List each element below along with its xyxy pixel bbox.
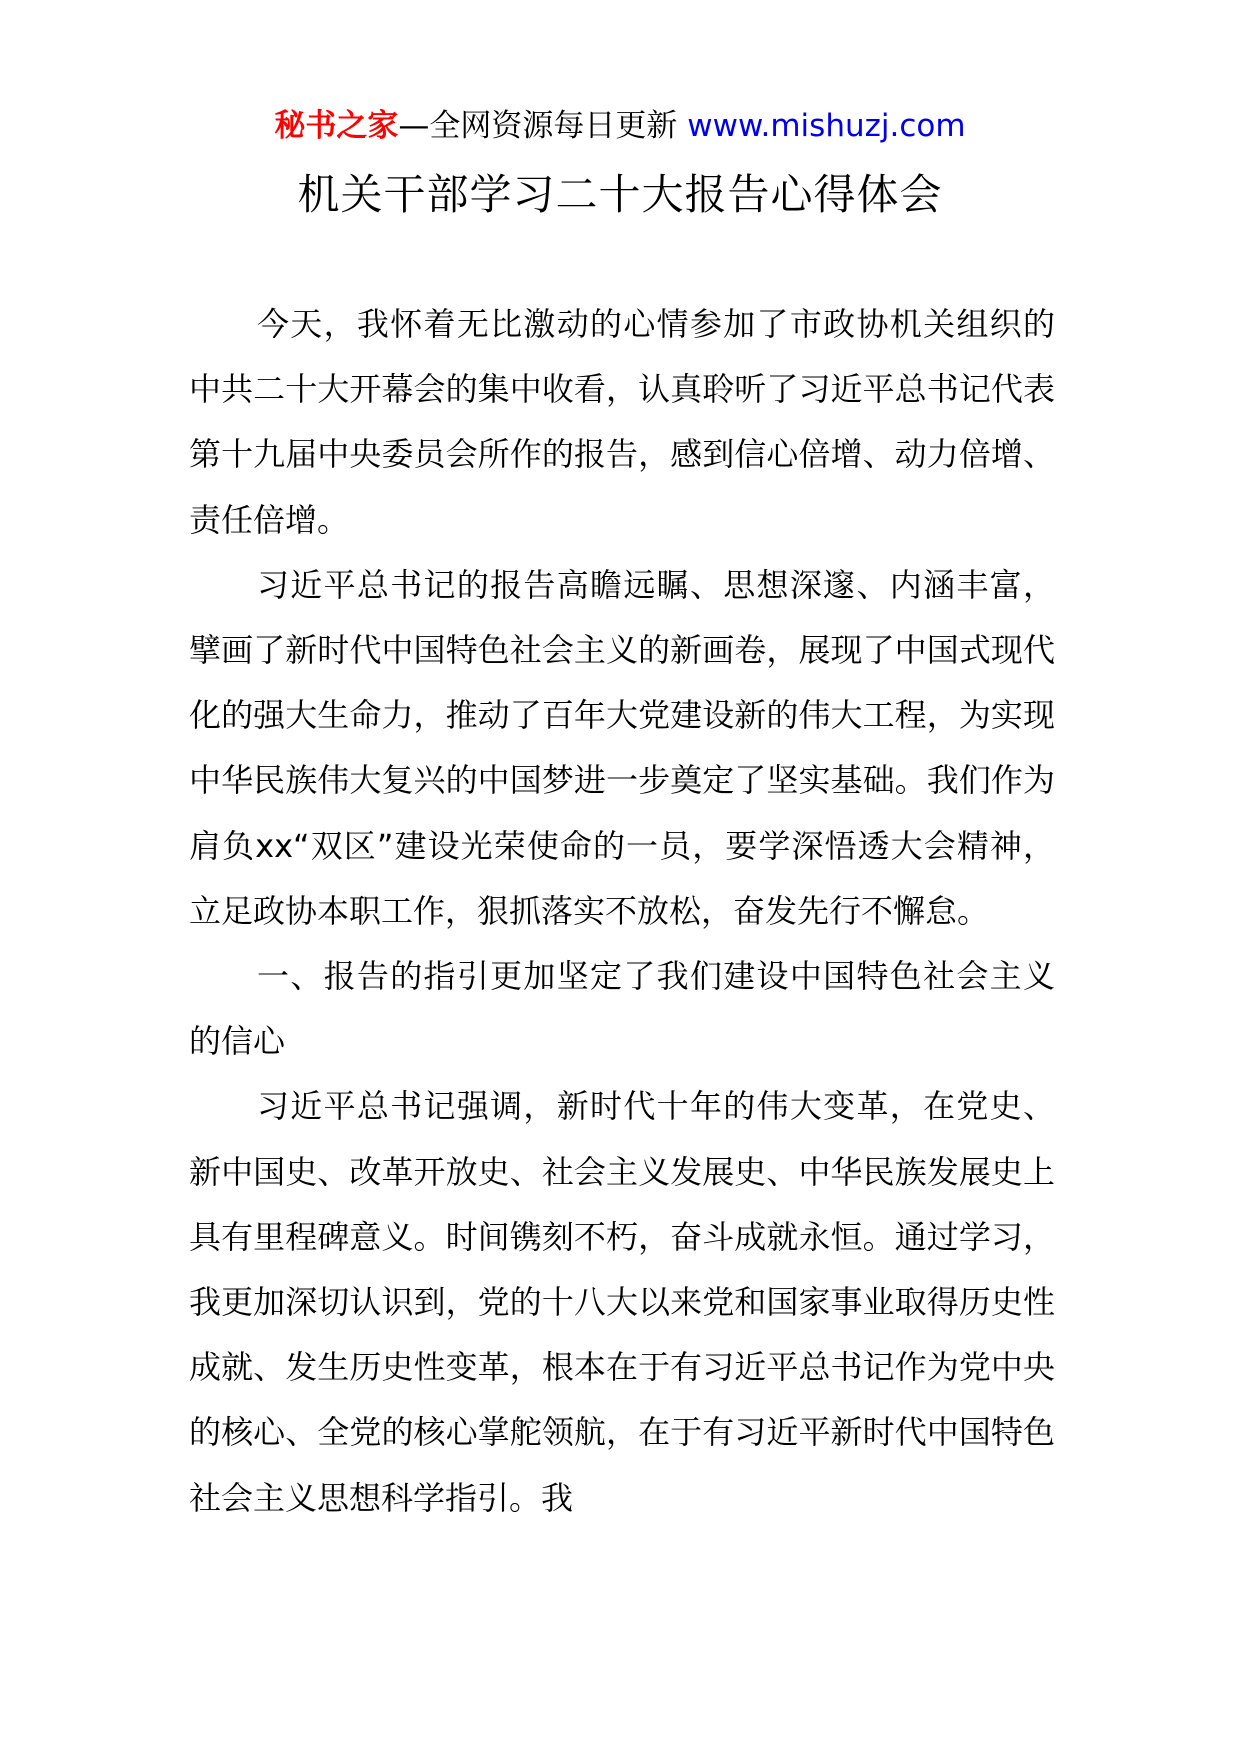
paragraph-report-summary: 习近平总书记的报告高瞻远瞩、思想深邃、内涵丰富，擘画了新时代中国特色社会主义的新画卷，展现了中国式现代化的强大生命力，推动了百年大党建设新的伟大工程，为实现中华民族伟大复兴的中国梦进一步奠定了坚实基础。我们作为肩负xx“双区”建设光荣使命的一员，要学深悟透大会精神，立足政协本职工作，狠抓落实不放松，奋发先行不懈怠。	[189, 565, 1055, 930]
document-title: 机关干部学习二十大报告心得体会	[297, 170, 943, 219]
paragraph-section-1-body: 习近平总书记强调，新时代十年的伟大变革，在党史、新中国史、改革开放史、社会主义发展史、中华民族发展史上具有里程碑意义。时间镌刻不朽，奋斗成就永恒。通过学习，我更加深切认识到，党的十八大以来党和国家事业取得历史性成就、发生历史性变革，根本在于有习近平总书记作为党中央的核心、全党的核心掌舵领航，在于有习近平新时代中国特色社会主义思想科学指引。我	[189, 1087, 1055, 1517]
site-header	[0, 104, 1240, 148]
site-tagline: —全网资源每日更新	[398, 108, 678, 144]
paragraph-intro: 今天，我怀着无比激动的心情参加了市政协机关组织的中共二十大开幕会的集中收看，认真聆听了习近平总书记代表第十九届中央委员会所作的报告，感到信心倍增、动力倍增、责任倍增。	[189, 305, 1055, 539]
section-heading-1: 一、报告的指引更加坚定了我们建设中国特色社会主义的信心	[189, 957, 1055, 1061]
site-brand: 秘书之家	[274, 108, 399, 144]
document-body	[189, 292, 1055, 1531]
site-url-link[interactable]: www.mishuzj.com	[687, 108, 966, 144]
